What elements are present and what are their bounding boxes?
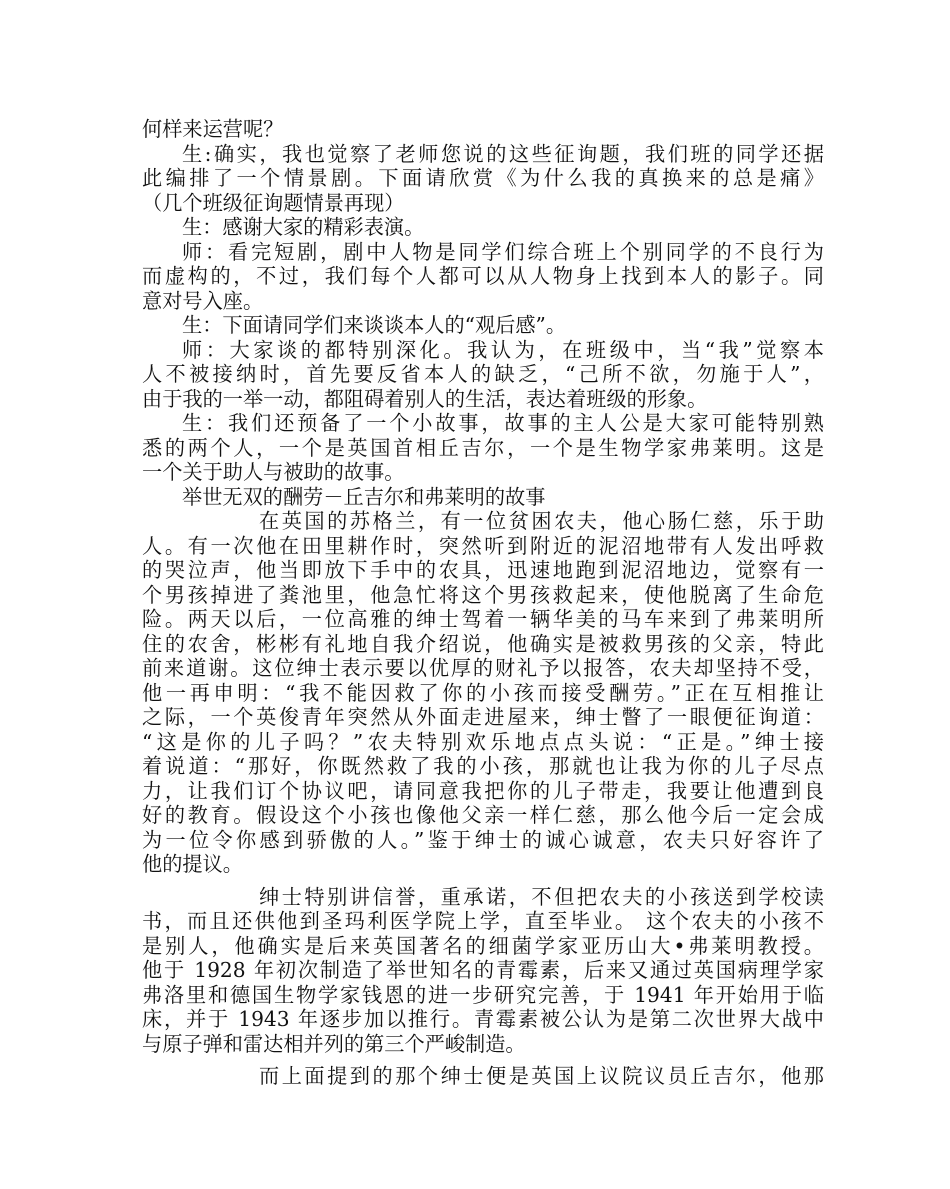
- text-line: 力，让我们订个协议吧，请同意我把你的儿子带走，我要让他遭到良: [142, 778, 824, 803]
- text-line: 住的农舍，彬彬有礼地自我介绍说，他确实是被救男孩的父亲，特此: [142, 631, 824, 656]
- text-line: 着说道：“那好，你既然救了我的小孩，那就也让我为你的儿子尽点: [142, 754, 824, 778]
- paragraph-line: 绅士特别讲信誉，重承诺，不但把农夫的小孩送到学校读: [259, 884, 824, 909]
- text-line: 他于 1928 年初次制造了举世知名的青霉素，后来又通过英国病理学家: [142, 958, 824, 982]
- paragraph-line: 生：感谢大家的精彩表演。: [182, 215, 425, 239]
- text-line: 与原子弹和雷达相并列的第三个严峻制造。: [142, 1031, 526, 1056]
- text-line: 是别人，他确实是后来英国著名的细菌学家亚历山大•弗莱明教授。: [142, 933, 824, 958]
- text-line: 弗洛里和德国生物学家钱恩的进一步研究完善，于 1941 年开始用于临: [142, 982, 824, 1007]
- text-line: 床，并于 1943 年逐步加以推行。青霉素被公认为是第二次世界大战中: [142, 1007, 824, 1031]
- paragraph-line: 师：看完短剧，剧中人物是同学们综合班上个别同学的不良行为: [182, 239, 824, 264]
- text-line: 此编排了一个情景剧。下面请欣赏《为什么我的真换来的总是痛》: [142, 166, 824, 190]
- text-line: 个男孩掉进了粪池里，他急忙将这个男孩救起来，使他脱离了生命危: [142, 582, 824, 607]
- text-line: 的哭泣声，他当即放下手中的农具，迅速地跑到泥沼地边，觉察有一: [142, 558, 824, 582]
- text-line: “这是你的儿子吗？”农夫特别欢乐地点点头说：“正是。”绅士接: [142, 729, 824, 754]
- text-line: 何样来运营呢？: [142, 117, 284, 141]
- paragraph-line: 生:确实，我也觉察了老师您说的这些征询题，我们班的同学还据: [182, 141, 824, 166]
- text-line: 为一位令你感到骄傲的人。”鉴于绅士的诚心诚意，农夫只好容许了: [142, 827, 824, 852]
- story-title: 举世无双的酬劳－丘吉尔和弗莱明的故事: [182, 484, 546, 509]
- text-line: 他的提议。: [142, 852, 243, 876]
- text-line: 人。有一次他在田里耕作时，突然听到附近的泥沼地带有人发出呼救: [142, 533, 824, 558]
- text-line: 好的教育。假设这个小孩也像他父亲一样仁慈，那么他今后一定会成: [142, 803, 824, 827]
- text-line: 人不被接纳时，首先要反省本人的缺乏，“己所不欲，勿施于人”，: [142, 362, 824, 386]
- document-page: [142, 117, 824, 1089]
- paragraph-line: 生：下面请同学们来谈谈本人的“观后感”。: [182, 313, 567, 337]
- text-line: 之际，一个英俊青年突然从外面走进屋来，绅士瞥了一眼便征询道：: [142, 705, 824, 729]
- paragraph-line: 而上面提到的那个绅士便是英国上议院议员丘吉尔，他那: [259, 1064, 824, 1088]
- text-line: 险。两天以后，一位高雅的绅士驾着一辆华美的马车来到了弗莱明所: [142, 607, 824, 631]
- text-line: 悉的两个人，一个是英国首相丘吉尔，一个是生物学家弗莱明。这是: [142, 435, 824, 460]
- text-line: （几个班级征询题情景再现）: [142, 190, 405, 215]
- text-line: 由于我的一举一动，都阻碍着别人的生活，表达着班级的形象。: [142, 386, 708, 411]
- paragraph-line: 生：我们还预备了一个小故事，故事的主人公是大家可能特别熟: [182, 411, 824, 435]
- text-line: 而虚构的，不过，我们每个人都可以从人物身上找到本人的影子。同: [142, 264, 824, 288]
- text-line: 书，而且还供他到圣玛利医学院上学，直至毕业。 这个农夫的小孩不: [142, 909, 824, 933]
- paragraph-line: 师：大家谈的都特别深化。我认为，在班级中，当“我”觉察本: [182, 337, 824, 362]
- text-line: 他一再申明：“我不能因救了你的小孩而接受酬劳。”正在互相推让: [142, 680, 824, 705]
- text-line: 一个关于助人与被助的故事。: [142, 460, 405, 484]
- paragraph-line: 在英国的苏格兰，有一位贫困农夫，他心肠仁慈，乐于助: [259, 509, 824, 533]
- text-line: 前来道谢。这位绅士表示要以优厚的财礼予以报答，农夫却坚持不受，: [142, 656, 824, 680]
- text-line: 意对号入座。: [142, 288, 264, 313]
